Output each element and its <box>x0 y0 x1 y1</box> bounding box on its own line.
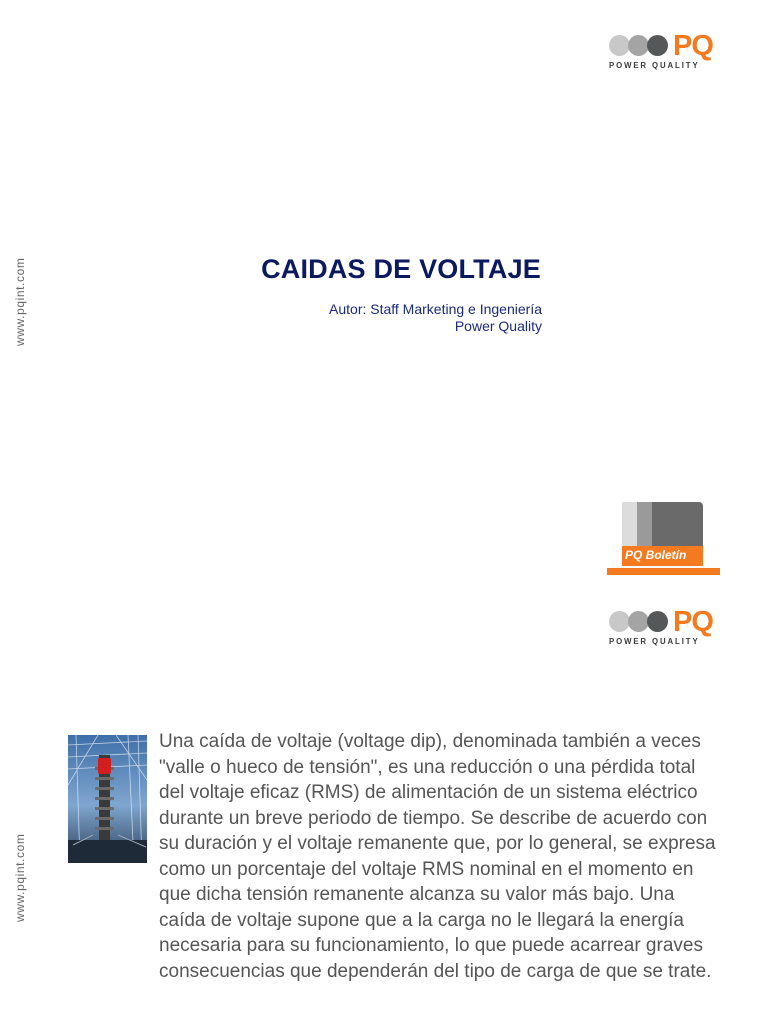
badge-label: PQ Boletín <box>625 548 687 562</box>
website-vertical-text: www.pqint.com <box>13 833 27 922</box>
document-title: CAIDAS DE VOLTAJE <box>261 254 541 284</box>
logo-tagline: POWER QUALITY <box>609 637 700 646</box>
author-line-1: Autor: Staff Marketing e Ingeniería <box>329 301 542 317</box>
author-line-2: Power Quality <box>454 318 542 334</box>
pq-boletin-badge <box>607 502 720 576</box>
substation-photo <box>68 735 147 863</box>
power-quality-logo <box>609 606 721 653</box>
power-quality-logo <box>609 30 721 77</box>
logo-tagline: POWER QUALITY <box>609 61 700 70</box>
logo-brand: PQ <box>673 30 713 62</box>
article-paragraph: Una caída de voltaje (voltage dip), denominada también a veces "valle o hueco de tensión", es una reducción o una pérdida total del voltaje eficaz (RMS) de alimentación de un sistema eléctrico durante un breve periodo de tiempo. Se describe de acuerdo con su duración y el voltaje remanente que, por lo general, se expresa como un porcentaje del voltaje RMS nominal en el momento en que dicha tensión remanente alcanza su valor más bajo. Una caída de voltaje supone que a la carga no le llegará la energía necesaria para su funcionamiento, lo que puede acarrear graves consecuencias que dependerán del tipo de carga de que se trate. <box>159 731 716 982</box>
website-vertical-text: www.pqint.com <box>13 257 27 346</box>
logo-brand: PQ <box>673 606 713 638</box>
badge-underline <box>607 568 720 575</box>
